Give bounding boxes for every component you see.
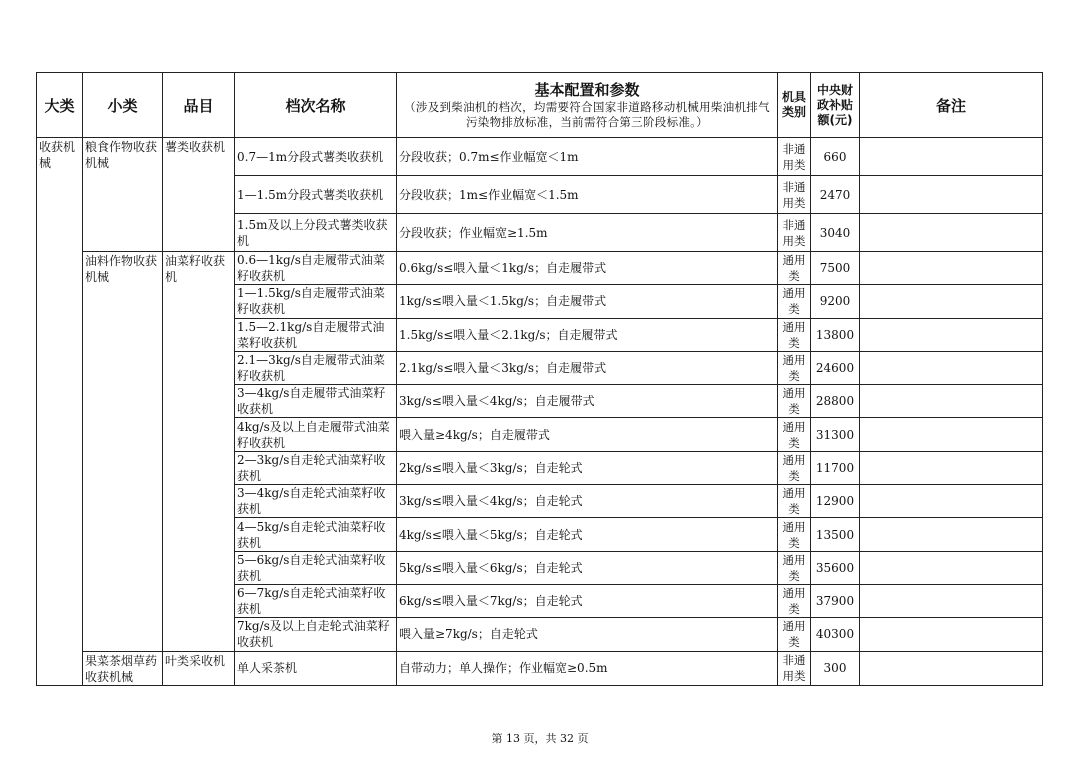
config-cell: 2kg/s≤喂入量＜3kg/s；自走轮式 xyxy=(397,451,778,484)
remark-cell xyxy=(860,584,1043,617)
subsidy-cell: 13800 xyxy=(811,318,860,351)
class-cell: 通用类 xyxy=(778,451,811,484)
remark-cell xyxy=(860,214,1043,252)
minor-category-cell: 油料作物收获机械 xyxy=(83,252,163,652)
remark-cell xyxy=(860,351,1043,384)
grade-cell: 2.1—3kg/s自走履带式油菜籽收获机 xyxy=(235,351,397,384)
header-item: 品目 xyxy=(163,73,235,138)
item-cell: 油菜籽收获机 xyxy=(163,252,235,652)
subsidy-cell: 24600 xyxy=(811,351,860,384)
class-cell: 通用类 xyxy=(778,385,811,418)
grade-cell: 1—1.5m分段式薯类收获机 xyxy=(235,176,397,214)
config-cell: 5kg/s≤喂入量＜6kg/s；自走轮式 xyxy=(397,551,778,584)
header-grade: 档次名称 xyxy=(235,73,397,138)
remark-cell xyxy=(860,451,1043,484)
header-row xyxy=(37,73,1043,138)
class-cell: 非通用类 xyxy=(778,214,811,252)
class-cell: 通用类 xyxy=(778,252,811,285)
config-cell: 1kg/s≤喂入量＜1.5kg/s；自走履带式 xyxy=(397,285,778,318)
remark-cell xyxy=(860,485,1043,518)
class-cell: 通用类 xyxy=(778,584,811,617)
minor-category-cell: 粮食作物收获机械 xyxy=(83,138,163,252)
config-cell: 分段收获；0.7m≤作业幅宽＜1m xyxy=(397,138,778,176)
class-cell: 通用类 xyxy=(778,485,811,518)
grade-cell: 7kg/s及以上自走轮式油菜籽收获机 xyxy=(235,618,397,651)
grade-cell: 单人采茶机 xyxy=(235,651,397,685)
subsidy-cell: 300 xyxy=(811,651,860,685)
grade-cell: 3—4kg/s自走轮式油菜籽收获机 xyxy=(235,485,397,518)
subsidy-cell: 9200 xyxy=(811,285,860,318)
grade-cell: 6—7kg/s自走轮式油菜籽收获机 xyxy=(235,584,397,617)
config-cell: 4kg/s≤喂入量＜5kg/s；自走轮式 xyxy=(397,518,778,551)
major-category-cell: 收获机械 xyxy=(37,138,83,686)
subsidy-cell: 7500 xyxy=(811,252,860,285)
class-cell: 通用类 xyxy=(778,618,811,651)
header-major: 大类 xyxy=(37,73,83,138)
config-cell: 分段收获；1m≤作业幅宽＜1.5m xyxy=(397,176,778,214)
class-cell: 非通用类 xyxy=(778,651,811,685)
remark-cell xyxy=(860,385,1043,418)
header-subsidy: 中央财政补贴额(元) xyxy=(811,73,860,138)
subsidy-cell: 40300 xyxy=(811,618,860,651)
subsidy-cell: 11700 xyxy=(811,451,860,484)
class-cell: 非通用类 xyxy=(778,138,811,176)
remark-cell xyxy=(860,418,1043,451)
remark-cell xyxy=(860,618,1043,651)
remark-cell xyxy=(860,518,1043,551)
subsidy-cell: 35600 xyxy=(811,551,860,584)
class-cell: 通用类 xyxy=(778,318,811,351)
remark-cell xyxy=(860,252,1043,285)
class-cell: 通用类 xyxy=(778,351,811,384)
header-minor: 小类 xyxy=(83,73,163,138)
subsidy-cell: 2470 xyxy=(811,176,860,214)
class-cell: 通用类 xyxy=(778,551,811,584)
minor-category-cell: 果菜茶烟草药收获机械 xyxy=(83,651,163,685)
grade-cell: 4kg/s及以上自走履带式油菜籽收获机 xyxy=(235,418,397,451)
config-cell: 3kg/s≤喂入量＜4kg/s；自走履带式 xyxy=(397,385,778,418)
subsidy-cell: 3040 xyxy=(811,214,860,252)
table-row xyxy=(37,651,1043,685)
grade-cell: 1.5—2.1kg/s自走履带式油菜籽收获机 xyxy=(235,318,397,351)
subsidy-cell: 31300 xyxy=(811,418,860,451)
grade-cell: 1.5m及以上分段式薯类收获机 xyxy=(235,214,397,252)
subsidy-cell: 37900 xyxy=(811,584,860,617)
page-footer: 第 13 页，共 32 页 xyxy=(491,732,589,745)
class-cell: 通用类 xyxy=(778,285,811,318)
class-cell: 非通用类 xyxy=(778,176,811,214)
config-cell: 2.1kg/s≤喂入量＜3kg/s；自走履带式 xyxy=(397,351,778,384)
config-cell: 6kg/s≤喂入量＜7kg/s；自走轮式 xyxy=(397,584,778,617)
config-cell: 分段收获；作业幅宽≥1.5m xyxy=(397,214,778,252)
grade-cell: 3—4kg/s自走履带式油菜籽收获机 xyxy=(235,385,397,418)
config-cell: 喂入量≥4kg/s；自走履带式 xyxy=(397,418,778,451)
remark-cell xyxy=(860,651,1043,685)
grade-cell: 5—6kg/s自走轮式油菜籽收获机 xyxy=(235,551,397,584)
subsidy-cell: 13500 xyxy=(811,518,860,551)
table-row xyxy=(37,138,1043,176)
grade-cell: 4—5kg/s自走轮式油菜籽收获机 xyxy=(235,518,397,551)
grade-cell: 2—3kg/s自走轮式油菜籽收获机 xyxy=(235,451,397,484)
subsidy-cell: 660 xyxy=(811,138,860,176)
config-cell: 自带动力；单人操作；作业幅宽≥0.5m xyxy=(397,651,778,685)
item-cell: 薯类收获机 xyxy=(163,138,235,252)
item-cell: 叶类采收机 xyxy=(163,651,235,685)
header-remark: 备注 xyxy=(860,73,1043,138)
class-cell: 通用类 xyxy=(778,418,811,451)
subsidy-cell: 28800 xyxy=(811,385,860,418)
subsidy-table xyxy=(36,72,1043,686)
config-cell: 喂入量≥7kg/s；自走轮式 xyxy=(397,618,778,651)
grade-cell: 0.7—1m分段式薯类收获机 xyxy=(235,138,397,176)
subsidy-cell: 12900 xyxy=(811,485,860,518)
grade-cell: 0.6—1kg/s自走履带式油菜籽收获机 xyxy=(235,252,397,285)
remark-cell xyxy=(860,285,1043,318)
grade-cell: 1—1.5kg/s自走履带式油菜籽收获机 xyxy=(235,285,397,318)
remark-cell xyxy=(860,551,1043,584)
remark-cell xyxy=(860,318,1043,351)
header-config-note: （涉及到柴油机的档次，均需要符合国家非道路移动机械用柴油机排气污染物排放标准，当前需符合第三阶段标准。） xyxy=(404,100,770,129)
header-config xyxy=(397,73,778,138)
config-cell: 3kg/s≤喂入量＜4kg/s；自走轮式 xyxy=(397,485,778,518)
config-cell: 1.5kg/s≤喂入量＜2.1kg/s；自走履带式 xyxy=(397,318,778,351)
config-cell: 0.6kg/s≤喂入量＜1kg/s；自走履带式 xyxy=(397,252,778,285)
remark-cell xyxy=(860,176,1043,214)
class-cell: 通用类 xyxy=(778,518,811,551)
header-config-title: 基本配置和参数 xyxy=(534,81,640,99)
remark-cell xyxy=(860,138,1043,176)
header-class: 机具类别 xyxy=(778,73,811,138)
table-row xyxy=(37,252,1043,285)
